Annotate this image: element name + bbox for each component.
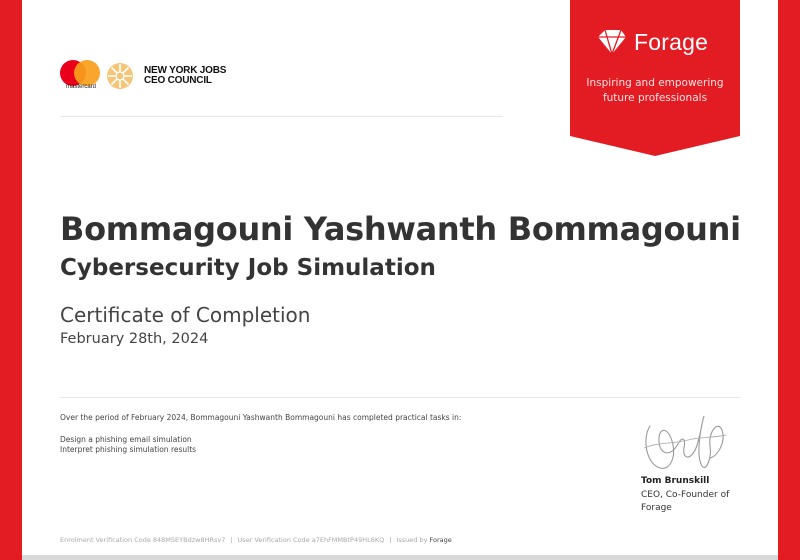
- forage-mark-icon: [596, 28, 628, 56]
- signatory-title-line-1: CEO, Co-Founder of: [641, 490, 730, 500]
- mastercard-logo: [60, 60, 100, 92]
- council-logo-text: [144, 66, 226, 86]
- signature-image: [638, 408, 733, 476]
- brand-tagline: [574, 76, 736, 106]
- forage-wordmark: Forage: [634, 28, 709, 55]
- right-red-border: [778, 0, 800, 560]
- issuer-name: Forage: [429, 536, 452, 544]
- enrolment-code: Enrolment Verification Code 848MSEYBdzw8HRsv7: [60, 536, 226, 544]
- task-item: Interpret phishing simulation results: [60, 445, 197, 454]
- bottom-edge: [22, 555, 778, 560]
- council-line-1: NEW YORK JOBS: [144, 65, 227, 76]
- recipient-name: Bommagouni Yashwanth Bommagouni: [60, 210, 741, 248]
- task-list: [60, 435, 196, 455]
- completion-date: February 28th, 2024: [60, 331, 209, 347]
- council-line-2: CEO COUNCIL: [144, 75, 212, 86]
- verification-footer: Enrolment Verification Code 848MSEYBdzw8HRsv7 | User Verification Code a7EhFMMBtP49HL6KQ | Issued by Forage: [60, 536, 452, 544]
- middle-divider: [60, 397, 740, 398]
- forage-logo: [596, 28, 708, 56]
- tagline-line-1: Inspiring and empowering: [586, 77, 724, 89]
- partner-logos: [60, 60, 226, 92]
- council-emblem-icon: [106, 62, 134, 90]
- issued-by-label: Issued by: [396, 536, 428, 544]
- period-statement: Over the period of February 2024, Bommagouni Yashwanth Bommagouni has completed practical tasks in:: [60, 413, 462, 422]
- signatory-title-line-2: Forage: [641, 503, 672, 513]
- user-code: User Verification Code a7EhFMMBtP49HL6KQ: [237, 536, 385, 544]
- certificate-title: Certificate of Completion: [60, 303, 311, 327]
- top-divider: [60, 116, 503, 117]
- tagline-line-2: future professionals: [602, 92, 708, 104]
- left-red-border: [0, 0, 22, 560]
- signatory-name: Tom Brunskill: [641, 476, 710, 486]
- program-title: Cybersecurity Job Simulation: [60, 255, 436, 281]
- task-item: Design a phishing email simulation: [60, 435, 192, 444]
- mastercard-label: mastercard: [65, 84, 96, 90]
- signatory-title: [641, 489, 751, 515]
